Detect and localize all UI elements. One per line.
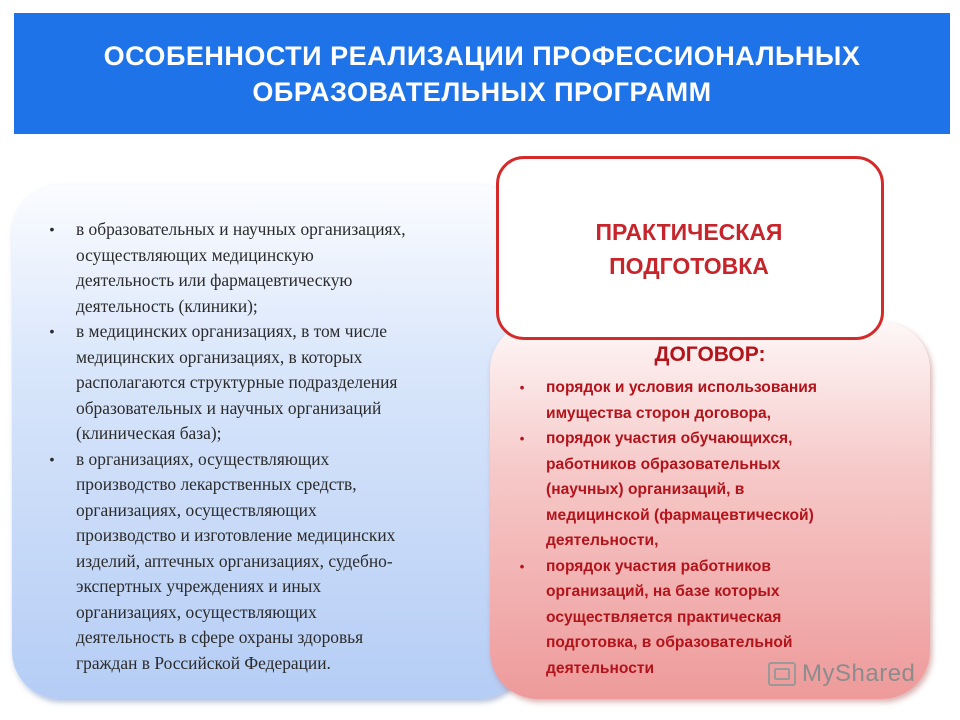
list-item-line: деятельности <box>546 659 655 677</box>
list-item-line: располагаются структурные подразделения <box>76 372 398 392</box>
list-item-line: в организациях, осуществляющих <box>76 448 330 469</box>
practice-title-line-2: ПОДГОТОВКА <box>609 253 769 279</box>
list-item-line: экспертных учреждениях и иных <box>76 576 322 596</box>
list-item-line: производство и изготовление медицинских <box>76 525 396 545</box>
list-item <box>46 217 506 319</box>
list-item-line: осуществляется практическая <box>546 608 782 626</box>
list-item-line: медицинских организациях, в которых <box>76 346 363 367</box>
bullet-icon: • <box>49 450 55 467</box>
list-item-line: в образовательных и научных организациях, <box>76 219 406 239</box>
watermark <box>768 656 928 692</box>
slide-header <box>14 13 950 134</box>
slide-title-line-1: ОСОБЕННОСТИ РЕАЛИЗАЦИИ ПРОФЕССИОНАЛЬНЫХ <box>103 40 861 71</box>
list-item-line: организаций, на базе которых <box>546 583 780 600</box>
list-item <box>516 426 916 554</box>
list-item-line: подготовка, в образовательной <box>546 634 793 651</box>
organizations-panel <box>12 185 526 699</box>
presentation-icon <box>768 662 796 686</box>
list-item-line: (клиническая база); <box>76 423 222 443</box>
bullet-icon: • <box>49 221 55 237</box>
organizations-list <box>46 217 506 676</box>
list-item-line: деятельность в сфере охраны здоровья <box>76 627 364 647</box>
list-item-line: имущества сторон договора, <box>546 404 772 422</box>
practice-title-line-1: ПРАКТИЧЕСКАЯ <box>595 219 783 245</box>
list-item-line: медицинской (фармацевтической) <box>546 506 814 524</box>
list-item-line: деятельность или фармацевтическую <box>76 270 353 290</box>
list-item <box>46 447 506 677</box>
list-item-line: порядок и условия использования <box>546 379 817 396</box>
bullet-icon: • <box>519 431 525 446</box>
list-item-line: (научных) организаций, в <box>546 481 745 498</box>
bullet-icon: • <box>519 380 525 395</box>
contract-title: ДОГОВОР: <box>654 343 766 366</box>
list-item-line: работников образовательных <box>546 455 781 473</box>
list-item-line: производство лекарственных средств, <box>76 474 357 494</box>
list-item-line: деятельность (клиники); <box>76 295 258 316</box>
list-item-line: деятельности, <box>546 532 659 549</box>
bullet-icon: • <box>519 558 525 574</box>
list-item-line: образовательных и научных организаций <box>76 397 382 418</box>
list-item-line: осуществляющих медицинскую <box>76 244 314 265</box>
bullet-icon: • <box>49 323 55 339</box>
list-item <box>516 375 916 426</box>
slide-title-line-2: ОБРАЗОВАТЕЛЬНЫХ ПРОГРАММ <box>252 76 712 107</box>
list-item-line: порядок участия обучающихся, <box>546 430 793 447</box>
practice-title <box>520 215 858 283</box>
list-item-line: организациях, осуществляющих <box>76 601 317 622</box>
list-item-line: граждан в Российской Федерации. <box>76 652 331 673</box>
contract-list <box>516 375 916 681</box>
watermark-text: MyShared <box>802 660 916 687</box>
list-item-line: порядок участия работников <box>546 557 771 575</box>
list-item <box>46 319 506 447</box>
list-item-line: организациях, осуществляющих <box>76 499 317 520</box>
list-item-line: изделий, аптечных организациях, судебно- <box>76 550 393 571</box>
list-item-line: в медицинских организациях, в том числе <box>76 321 387 341</box>
